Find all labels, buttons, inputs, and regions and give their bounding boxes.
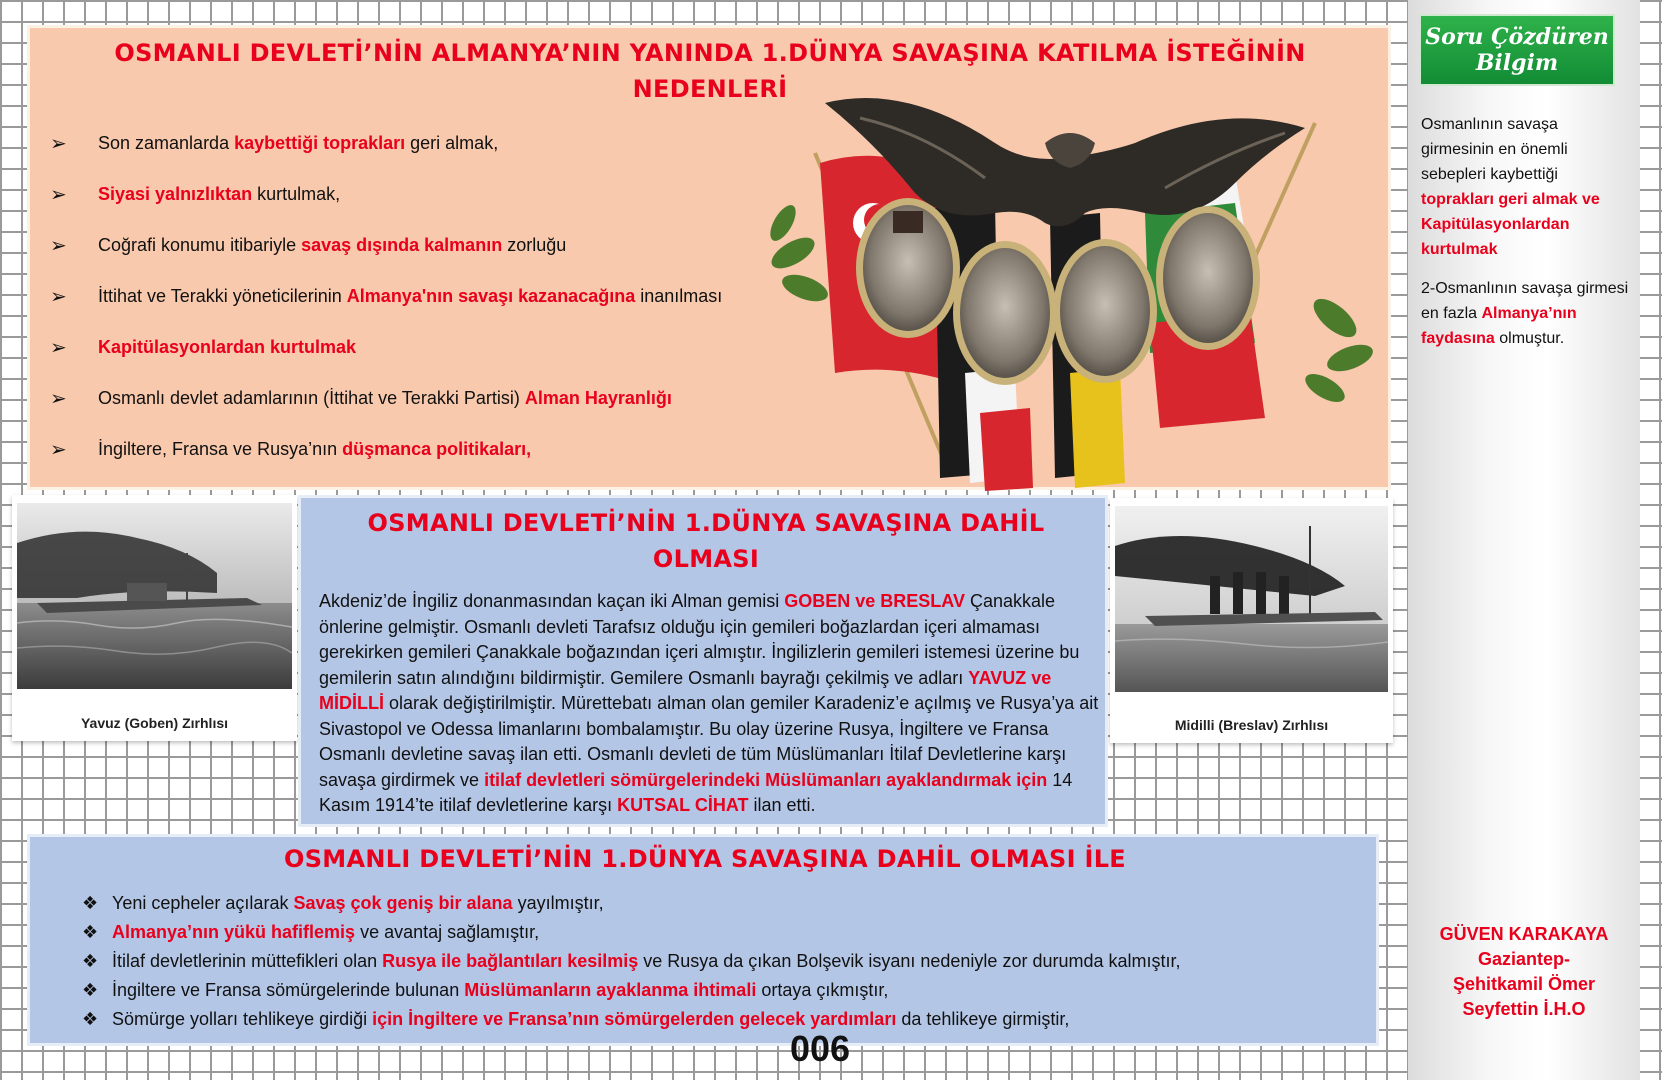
list-item: ❖ Almanya’nın yükü hafiflemiş ve avantaj sağlamıştır, xyxy=(82,922,540,942)
sidebar xyxy=(1408,0,1640,1080)
portrait-emperor xyxy=(1053,239,1157,383)
joining-war-panel xyxy=(298,495,1108,827)
diamond-bullet-icon: ❖ xyxy=(82,893,99,913)
diamond-bullet-icon: ❖ xyxy=(82,951,99,971)
list-item: ➢ İttihat ve Terakki yöneticilerinin Almanya'nın savaşı kazanacağına inanılması xyxy=(50,286,723,308)
arrow-bullet-icon: ➢ xyxy=(50,388,67,410)
diamond-bullet-icon: ❖ xyxy=(82,922,99,942)
portrait-tsar xyxy=(1156,206,1260,350)
author-signature: GÜVEN KARAKAYA Gaziantep- Şehitkamil Ömer Seyfettin İ.H.O xyxy=(1439,924,1609,1019)
list-item: ❖ Sömürge yolları tehlikeye girdiği için İngiltere ve Fransa’nın sömürgelerden gelecek yardımları da tehlikeye girmiştir, xyxy=(82,1009,1070,1029)
consequences-panel xyxy=(27,834,1379,1046)
diamond-bullet-icon: ❖ xyxy=(82,1009,99,1029)
arrow-bullet-icon: ➢ xyxy=(50,133,67,155)
list-item: ➢ Osmanlı devlet adamlarının (İttihat ve Terakki Partisi) Alman Hayranlığı xyxy=(50,388,672,410)
oak-branch-right xyxy=(1301,292,1376,408)
yavuz-ship-photo xyxy=(17,503,292,689)
sidebar-note-1: Osmanlının savaşa girmesinin en önemli sebepleri kaybettiği toprakları geri almak ve Kapitülasyonlardan kurtulmak xyxy=(1421,116,1600,258)
portrait-kaiser xyxy=(953,241,1057,385)
list-item: ❖ İtilaf devletlerinin müttefikleri olan Rusya ile bağlantıları kesilmiş ve Rusya da çıkan Bolşevik isyanı nedeniyle zor durumda kalmıştır, xyxy=(82,951,1181,971)
joining-war-paragraph: Akdeniz’de İngiliz donanmasından kaçan iki Alman gemisi GOBEN ve BRESLAV Çanakkale önlerine gelmiştir. Osmanlı devleti Tarafsız olduğu için gemileri boğazlardan içeri almaması gerekirken gemileri Çanakkale boğazından içeri almıştır. İngilizlerin gemileri istemesi üzerine bu gemilerin satın alındığını bildirmiştir. Gemilere Osmanlı bayrağı çekilmiş ve adları YAVUZ ve MİDİLLİ olarak değiştirilmiştir. Mürettebatı alman olan gemiler Karadeniz’e açılmış ve Rusya’ya ait Sivastopol ve Odessa limanlarını bombalamıştır. Bu olay üzerine Rusya, İngiltere ve Fransa Osmanlı devletine savaş ilan etti. Osmanlı devleti de tüm Müslümanları İtilaf Devletlerine karşı savaşa girdirmek ve itilaf devletleri sömürgelerindeki Müslümanları ayaklandırmak için 14 Kasım 1914’te itilaf devletlerine karşı KUTSAL CİHAT ilan etti. xyxy=(319,591,1099,815)
reasons-list xyxy=(50,118,790,475)
midilli-caption: Midilli (Breslav) Zırhlısı xyxy=(1174,717,1329,733)
arrow-bullet-icon: ➢ xyxy=(50,439,67,461)
joining-war-title: OSMANLI DEVLETİ’NİN 1.DÜNYA SAVAŞINA DAHİL OLMASI xyxy=(367,509,1045,573)
brand-logo: Soru Çözdüren Bilgim xyxy=(1419,14,1615,86)
yavuz-caption: Yavuz (Goben) Zırhlısı xyxy=(80,715,229,731)
list-item: ➢ Son zamanlarda kaybettiği toprakları geri almak, xyxy=(50,133,499,155)
arrow-bullet-icon: ➢ xyxy=(50,184,67,206)
diamond-bullet-icon: ❖ xyxy=(82,980,99,1000)
midilli-ship-photo xyxy=(1115,506,1388,692)
consequences-title: OSMANLI DEVLETİ’NİN 1.DÜNYA SAVAŞINA DAHİL OLMASI İLE xyxy=(284,845,1126,873)
yavuz-photo-card xyxy=(12,495,297,741)
list-item: ➢ Siyasi yalnızlıktan kurtulmak, xyxy=(50,184,341,206)
alliance-illustration xyxy=(765,83,1385,493)
midilli-photo-card xyxy=(1110,498,1393,743)
sidebar-note-2: 2-Osmanlının savaşa girmesi en fazla Almanya’nın faydasına olmuştur. xyxy=(1421,280,1629,347)
arrow-bullet-icon: ➢ xyxy=(50,337,67,359)
reasons-title: OSMANLI DEVLETİ’NİN ALMANYA’NIN YANINDA 1.DÜNYA SAVAŞINA KATILMA İSTEĞİNİN NEDENLERİ xyxy=(114,39,1306,103)
portrait-sultan xyxy=(856,198,960,338)
arrow-bullet-icon: ➢ xyxy=(50,286,67,308)
arrow-bullet-icon: ➢ xyxy=(50,235,67,257)
list-item: ❖ Yeni cepheler açılarak Savaş çok geniş bir alana yayılmıştır, xyxy=(82,893,604,913)
consequences-list xyxy=(82,889,1362,1034)
list-item: ➢ İngiltere, Fransa ve Rusya’nın düşmanca politikaları, xyxy=(50,439,532,461)
reasons-panel xyxy=(27,25,1391,490)
oak-branch-left xyxy=(765,201,831,306)
list-item: ➢ Coğrafi konumu itibariyle savaş dışında kalmanın zorluğu xyxy=(50,235,567,257)
page-number: 006 xyxy=(790,1028,851,1069)
list-item: ➢ Kapitülasyonlardan kurtulmak xyxy=(50,337,357,359)
list-item: ❖ İngiltere ve Fransa sömürgelerinde bulunan Müslümanların ayaklanma ihtimali ortaya çıkmıştır, xyxy=(82,980,889,1000)
